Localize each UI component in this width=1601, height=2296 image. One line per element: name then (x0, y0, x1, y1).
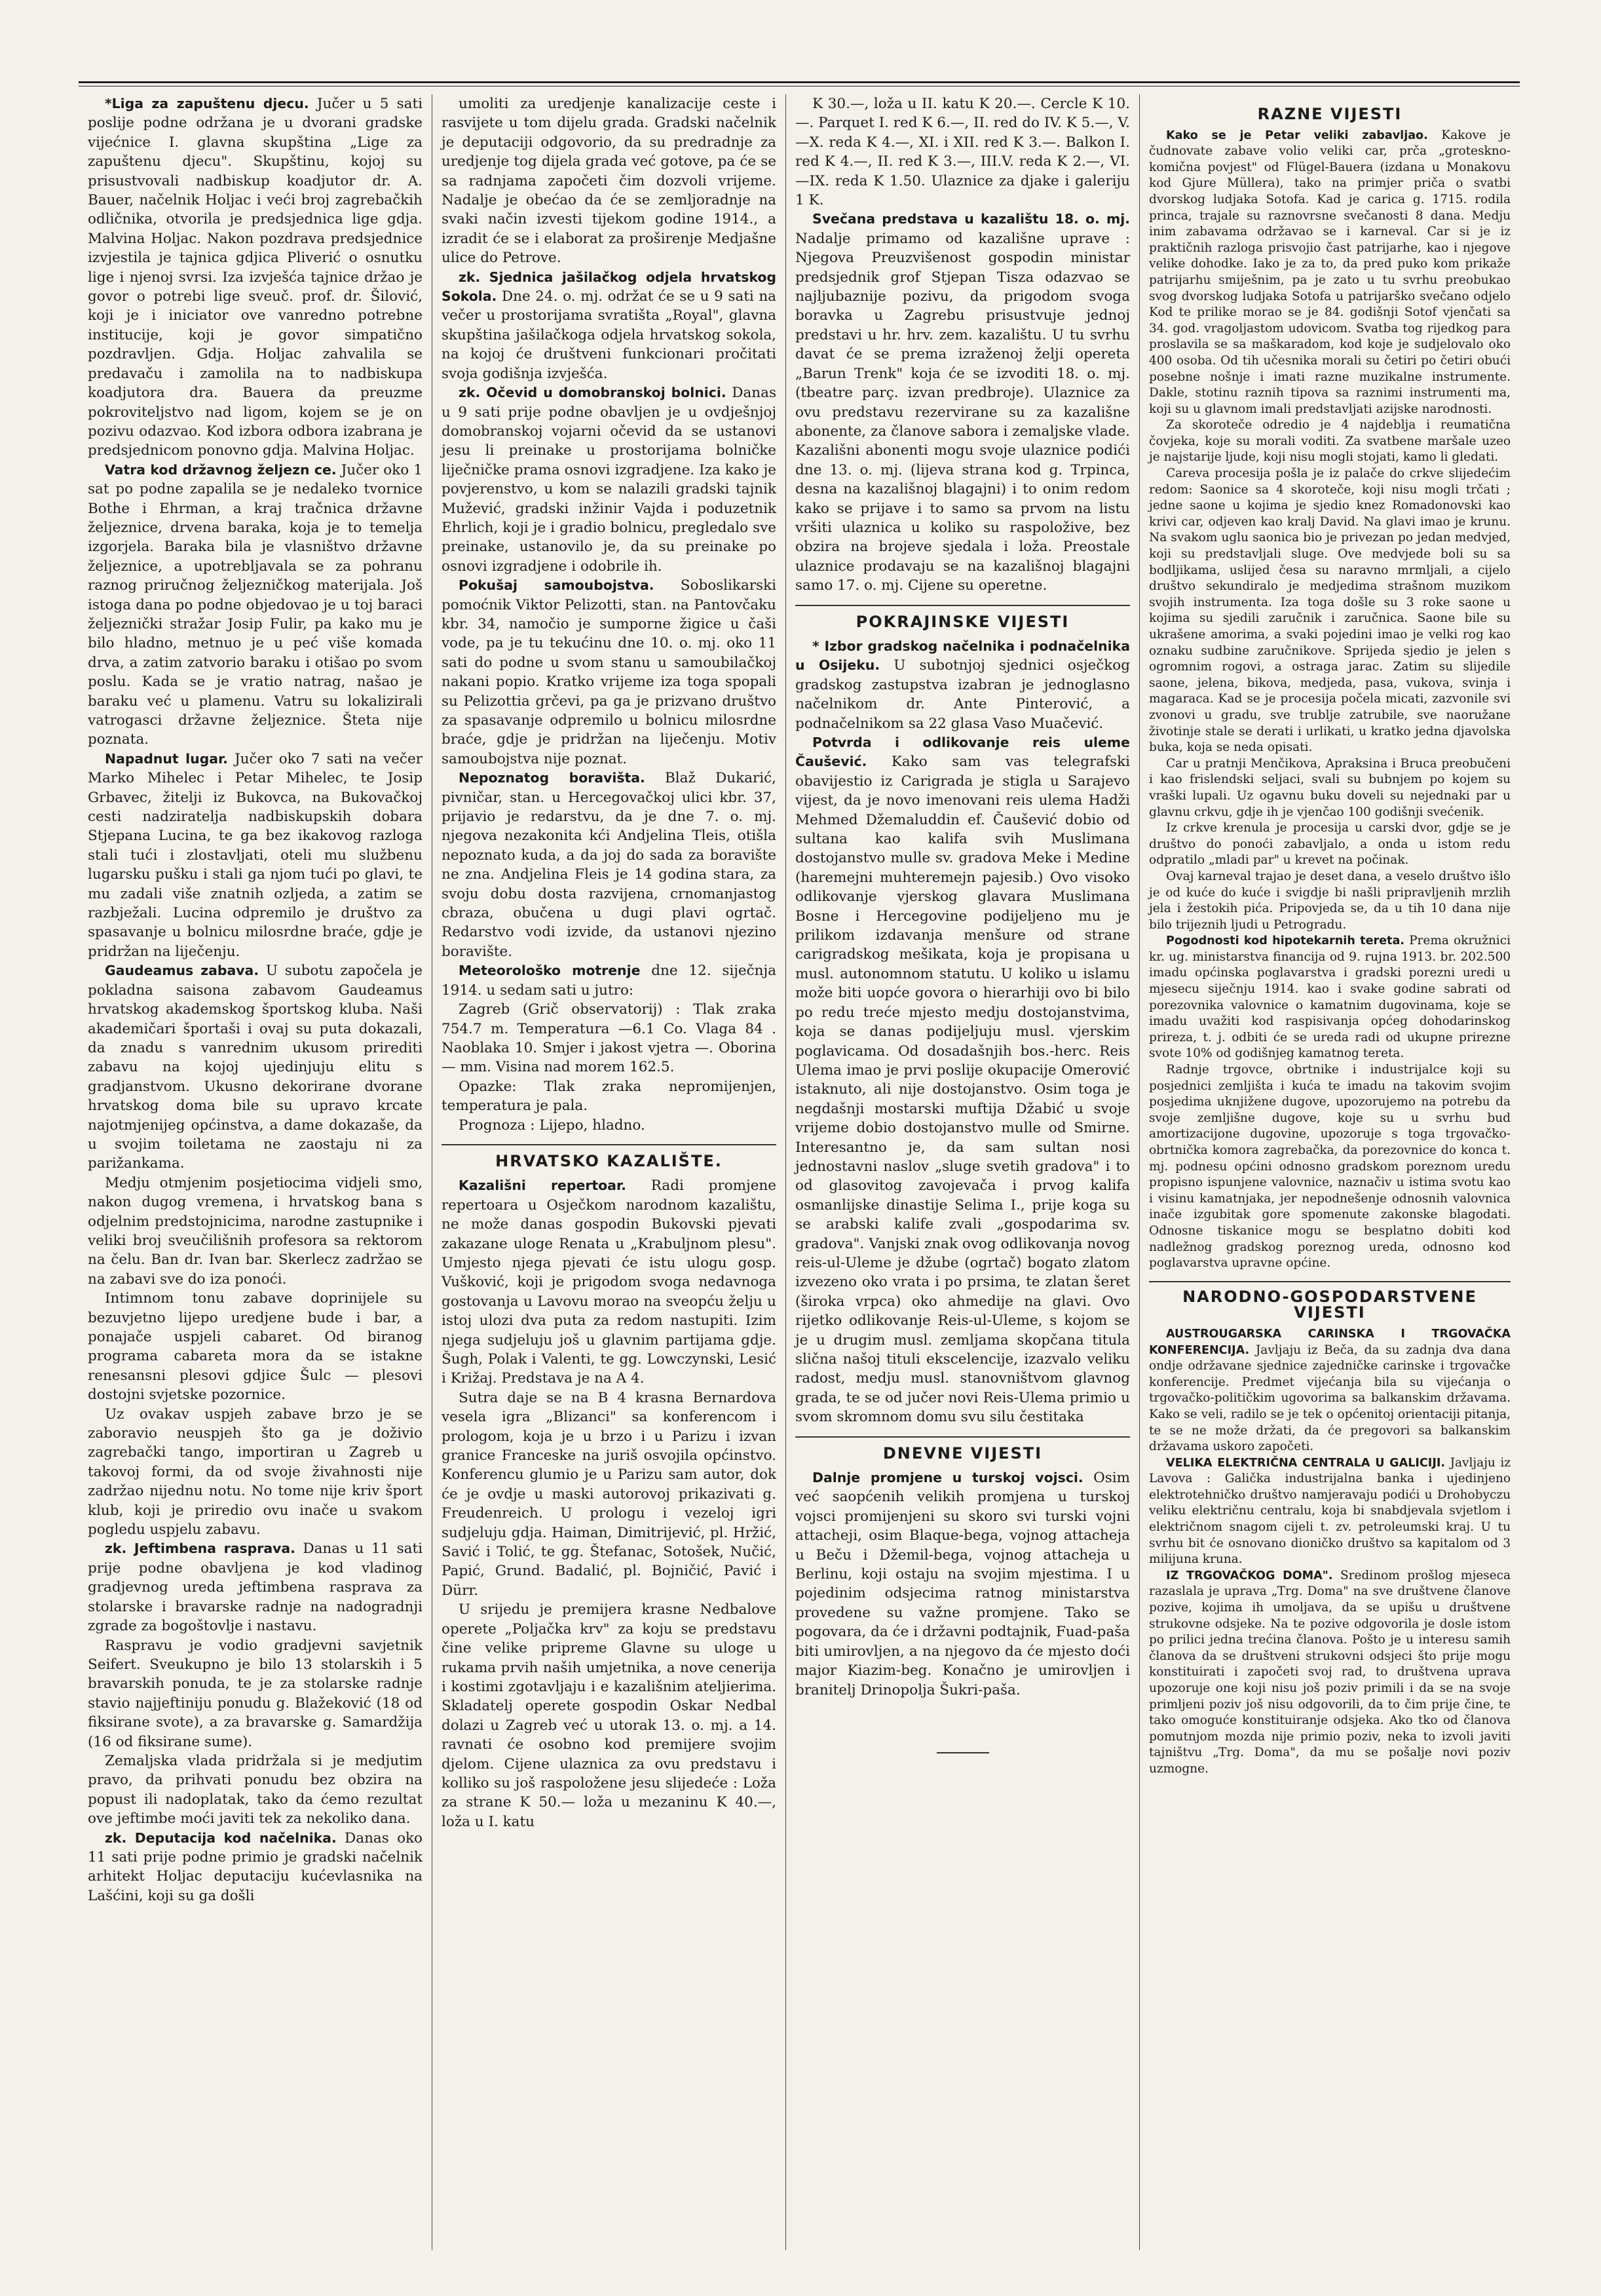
article-paragraph (1149, 820, 1511, 869)
article-body: K 30.—, loža u II. katu K 20.—. Cercle K 10.—. Parquet I. red K 6.—, II. red do IV. K 5.—, V.—X. reda K 4.—, XI. i XII. red K 3.—. Balkon I. red K 4.—, II. red K 3.—, III.V. reda K 2.—, VI.—IX. reda K 1.50. Ulaznice za djake i galeriju 1 K. (795, 96, 1130, 209)
article-body: Jučer oko 7 sati na večer Marko Mihelec i Petar Mihelec, te Josip Grbavec, žitelji iz Bukovca, na Bukovačkoj cesti nadziratelja nadbiskupskih dobara Stjepana Lucina, te ga bez ikakovog razloga stali tući i zlostavljati, oteli mu službenu lugarsku pušku i stali ga njom tući po glavi, te mu zadali više znatnih ozljeda, a zatim se razbježali. Lucina odpremilo je društvo za spasavanje u bolnicu milosrdne braće, gdje je pridržan na liječenju. (88, 750, 423, 960)
article-paragraph (442, 576, 776, 769)
article-body: Javljaju iz Lavova : Galička industrijalna banka i ujedinjeno elektrotehničko društvo namjeravaju podići u Drohobyczu veliku električnu centralu, koja bi snabdjevala svjetlom i električnom snagom cijeli t. zv. petroleumski kraj. U tu svrhu bit će osnovano dioničko društvo sa kapitalom od 3 milijuna kruna. (1149, 1455, 1511, 1567)
article-body: Jučer u 5 sati poslije podne održana je u dvorani gradske vijećnice I. glavna skupština „Lige za zapuštenu djecu". Skupštinu, kojoj su prisustvovali nadbiskup koadjutor dr. A. Bauer, načelnik Holjac i veći broj zagrebačkih odličnika, otvorila je predsjednica lige gdja. Malvina Holjac. Nakon pozdrava predsjednice izvjestila je tajnica gdjica Pliverić o osnutku lige i njenoj svrsi. Iza izvješća tajnice držao je govor o potrebi lige sveuč. prof. dr. Šilović, koji je i iniciator ove vanredno potrebne institucije, koji je govor simpatično pozdravljen. Gdja. Holjac zahvalila se predavaču i zamolila na to nadbiskupa koadjutora dra. Bauera da preuzme pokroviteljstvo nad ligom, kojem se je on pozivu odazvao. Kod izbora odbora izabrana je predsjednicom ponovno gdja. Malvina Holjac. (88, 96, 423, 459)
article-paragraph (442, 383, 776, 576)
article-paragraph (88, 1405, 423, 1540)
article-paragraph (1149, 1568, 1511, 1778)
article-headline: Meteorološko motrenje (459, 963, 641, 979)
article-body: Opazke: Tlak zraka nepromijenjen, temperatura je pala. (442, 1078, 776, 1115)
article-body: Sredinom prošlog mjeseca razaslala je uprava „Trg. Doma" na sve društvene članove pozive, kojima ih umoljava, da se upišu u društvene strukovne odsjeke. Na te pozive odgovorila je dosle istom po prilici jedna trećina članova. Pošto je u interesu samih članova da se društveni strukovni odsjeci što prije mogu konstituirati i započeti svoj rad, to društvena uprava upozoruje one koji nisu još poziv primili i da se na svoje primljeni poziv još nisu odgovorili, da to čim prije čine, te tako omoguće konstituiranje odsjeka. Ako tko od članova pomutnjom mozda nije primio poziv, neka to izvoli javiti tajništvu „Trg. Doma", da mu se pošalje novi poziv uzmogne. (1149, 1568, 1511, 1776)
article-paragraph (795, 1468, 1130, 1700)
article-paragraph (1149, 128, 1511, 418)
article-body: U subotu započela je pokladna saisona zabavom Gaudeamus hrvatskog akademskog športskog kluba. Naši akademičari športaši i ovaj su puta dokazali, da znadu s vanrednim ukusom prirediti zabavu na kojoj ujedinjuju elitu s gradjanstvom. Ukusno dekorirane dvorane hrvatskog doma bile su upravo krcate najotmjenijeg općinstva, a dame dokazaše, da u svojim toiletama ne zaostaju ni za parižankama. (88, 963, 423, 1172)
article-headline: *Liga za zapuštenu djecu. (105, 96, 309, 111)
article-paragraph (1149, 466, 1511, 756)
article-body: Radnje trgovce, obrtnike i industrijalce koji su posjednici zemljišta i kuća te imadu na takovim svojim posjedima uknjižene dugove, upozorujemo na potrebu da svoje zemljišne dugove, koje su u svrhu bud amortizacijone dugovine, upozoruje s toga trgovačko-obrtnička komora zagrebačka, da porezovnice do konca t. mj. podnesu općini odnosno gradskom poreznom uredu propisno ispunjene valovnice, naznačiv u istima svotu kao i visinu kamatnjaka, jer nepodnešenje odnosnih valovnica inače izgubitak gore spomenute zakonske blagodati. Odnosne tiskanice mogu se besplatno dobiti kod nadležnog gradskog poreznog ureda, odnosno kod poglavarstva upravne općine. (1149, 1063, 1511, 1271)
article-headline: VELIKA ELEKTRIČNA CENTRALA U GALICIJI. (1166, 1456, 1446, 1470)
article-body: Careva procesija pošla je iz palače do crkve slijedećim redom: Saonice sa 4 skorotečе, koji nisu mogli trčati ; jedne saone u kojima je sjedio knez Romadonovski kao krivi car, odjeven kao kralj David. Na glavi imao je krunu. Na svakom uglu saonica bio je privezan po jedan medvjed, koji su predstavljali sluge. Ove medvjede boli su sa bodljikama, uslijed česa su naravno mrmljali, a cijelo društvo sekundiralo je medjedima strašnom muzikom svojih instrumenta. Iza toga došle su 3 roke saone u kojima su sjedili zaručnik i zaručnica. Saone bile su ukrašene amorima, a svaki pojedini imao je velki rog kao oznaku sudbine zaručnikove. Sprijeda sjedio je jelen s ogromnim rogovi, a ostraga jarac. Zatim su slijedile saone, jelena, bikova, medjeda, pasa, vukova, svinja i magaraca. Kad se je procesija počela micati, zazvonile svi zvonovi u gradu, sve trublje zatrubile, sve naoružane životinje stale se derati i urlikati, u kratko jedna djavolska buka, koja se neda opisati. (1149, 467, 1511, 755)
article-paragraph (442, 268, 776, 383)
article-paragraph (88, 750, 423, 961)
section-title: RAZNE VIJESTI (1257, 105, 1403, 123)
article-paragraph (442, 1176, 776, 1388)
article-paragraph (1149, 869, 1511, 933)
article-headline: zk. Deputacija kod načelnika. (105, 1829, 337, 1846)
article-body: Jučer oko 1 sat po podne zapalila se je nedaleko tvornice Bothe i Ehrman, a kraj tračnica državne željeznice, drvena baraka, koja je to temelja izgorjela. Baraka bila je vlasništvo državne željeznice, a upotrebljavala se za pohranu raznog priručnog željezničkog materijala. Još istoga dana po podne objedovao je u toj baraci željeznički stražar Josip Fulir, pa kako mu je bilo hladno, metnuo je u peć više komada drva, a zatim zatvorio baraku i otišao po svom poslu. Kada se je vratio natrag, našao je baraku već u plamenu. Vatru su lokalizirali vatrogasci državne željeznice. Šteta nije poznata. (88, 461, 423, 748)
article-paragraph (1149, 1326, 1511, 1455)
article-paragraph (795, 733, 1130, 1427)
article-headline: Potvrda i odlikovanje reis uleme Čaušević. (795, 735, 1130, 770)
article-paragraph (1149, 756, 1511, 820)
article-paragraph (88, 1751, 423, 1829)
article-paragraph (442, 1000, 776, 1077)
section-title: DNEVNE VIJESTI (795, 1436, 1130, 1463)
article-body: dne 12. siječnja 1914. u sedam sati u jutro: (442, 963, 776, 999)
column-3 (786, 94, 1140, 2250)
newspaper-page (79, 72, 1520, 2254)
article-body: Medju otmjenim posjetiocima vidjeli smo, nakon dugog vremena, i hrvatskog bana s odjelnim predstojnicima, narodne zastupnike i veliki broj sveučilišnih profesora sa rektorom na čelu. Ban dr. Ivan bar. Skerlecz zadržao se na zabavi sve do iza ponoći. (88, 1174, 423, 1288)
article-headline: Kazališni repertoar. (459, 1177, 626, 1194)
article-body: Dne 24. o. mj. održat će se u 9 sati na večer u prostorijama svratišta „Royal", glavna skupština jašilačkoga odjela hrvatskog sokola, na kojoj će društveni funkcionari pročitati svoja godišnja izvješća. (442, 288, 776, 382)
article-headline: zk. Očevid u domobranskoj bolnici. (459, 385, 726, 401)
article-headline: Pogodnosti kod hipotekarnih tereta. (1166, 934, 1404, 948)
article-body: Kako sam vas telegrafski obavijestio iz Carigrada je stigla u Sarajevo vijest, da je novo imenovani reis ulema Hadži Mehmed Džemaluddin ef. Čaušević dobio od sultana kao kalifa svih Muslimana dostojanstvo mulle sv. gradova Meke i Medine (haremejni muhteremejn pajesib.) Ovo visoko odlikovanje vjerskog glavara Muslimana Bosne i Hercegovine podijeljeno mu je prilikom izdavanja menšure od strane carigradskog mešikata, koja je propisana u musl. autonomnom statutu. U koliko u islamu može biti uopće govora o hierarhiji ovo bi bilo po redu treće mjesto medju dostojanstvima, koja se danas podijeljuju musl. vjerskim poglavicama. Od dosadašnjih bos.-herc. Reis Ulema imao je prvi poslije okupacije Omerović istaknuto, ali nije dostojanstvo. Osim toga je negdašnji mostarski muftija Džabić u svoje vrijeme dobio dostojanstvo mulle od Smirne. Interesantno je, da sam sultan nosi jednostavni naslov „sluge svetih gradova" i to od glasovitog zavojevača i prvog kalifa osmanlijske dinastije Selima I., prije koga su se arabski kalife zvali „gospodarima sv. gradova". Vanjski znak ovog odlikovanja novog reis-ul-Uleme je džube (ogrtač) bogato zlatom izvezeno oko vrata i po prsima, te zlatan šeret (široka vrpca) oko ahmedije na glavi. Ovo rijetko odlikovanje Reis-ul-Uleme, s kojom se je u drugim musl. zemljama skopčana titula slična našoj tituli ekscelencije, izazvalo veliku radost, medju musl. stanovništvom glavnog grada, te se od jučer novi Reis-Ulema primio u svom skromnom domu svu silu čestitaka (795, 754, 1130, 1426)
column-4 (1140, 94, 1520, 2250)
article-body: Osim već saopćenih velikih promjena u turskoj vojsci promijenjeni su skoro svi turski vojni attacheji, osim Blaque-bega, vojnog attacheja u Beču i Džemil-bega, vojnog attacheja u Berlinu, koji ostaju na svojim mjestima. I u pojedinim odsjecima ratnog ministarstva provedene su važne promjene. Tako se pogovara, da će i državni podtajnik, Fuad-paša biti umirovljen, a na njegovo da će mjesto doći major Kiazim-beg. Konačno je umirovljen i branitelj Drinopolja Šukri-paša. (795, 1470, 1130, 1698)
column-1 (79, 94, 432, 2250)
article-paragraph (1149, 417, 1511, 466)
article-body: Za skorotečе odredio je 4 najdeblja i reumatična čovjeka, koje su morali voditi. Za svatbene maršale uzeo je najstarije ljude, koji nisu mogli stojati, kamo li gledati. (1149, 418, 1511, 465)
section-title: POKRAJINSKE VIJESTI (795, 605, 1130, 632)
article-paragraph (442, 1077, 776, 1116)
article-body: Intimnom tonu zabave doprinijele su bezuvjetno lijepo uredjene bude i bar, a ponajače uspjeli cabaret. Od biranog programa cabareta mora da se istakne renesansni plesovi gdjice Šulc — plesovi dostojni svjetske pozornice. (88, 1290, 423, 1404)
article-body: Danas oko 11 sati prije podne primio je gradski načelnik arhitekt Holjac deputaciju kućevlasnika na Lašćini, koji su ga došli (88, 1829, 423, 1904)
article-paragraph (88, 94, 423, 461)
article-body: Raspravu je vodio gradjevni savjetnik Seifert. Sveukupno je bilo 13 stolarskih i 5 bravarskih ponuda, te je za stolarske radnje stavio najjeftiniju ponudu g. Blažeković (18 od fiksirane svote), a za bravarske g. Samardžija (16 od fiksirane sume). (88, 1637, 423, 1750)
article-body: Nadalje primamo od kazališne uprave : Njegova Preuzvišenost gospodin ministar predsjednik grof Stjepan Tisza odazvao se najljubaznije pozivu, da prigodom svoga boravka u Zagrebu prisustvuje jednoj predstavi u hr. hrv. zem. kazalištu. U tu svrhu davat će se prema izraženoj želji opereta „Barun Trenk" koja će se izvoditi 18. o. mj. (tbeatre parç. izvan predbroje). Ulaznice za ovu predstavu rezervirane su za kazališne abonente, za članove sabora i zemaljske vlade. Kazališni abonenti mogu svoje ulaznice podići dne 13. o. mj. (lijeva strana kod g. Trpinca, desna na kazališnoj blagajni) i to onim redom kako se prijave i to samo sa prvom na listu vršiti ulaznica u koliko su raspoložive, bez obzira na brojeve sjedala i loža. Preostale ulaznice prodavaju se na kazališnoj blagajni samo 17. o. mj. Cijene su operetne. (795, 230, 1130, 594)
article-paragraph (442, 769, 776, 961)
article-headline: AUSTROUGARSKA CARINSKA I TRGOVAČKA KONFERENCIJA. (1149, 1327, 1511, 1357)
article-body: Prognoza : Lijepo, hladno. (459, 1117, 645, 1134)
column-end-rule (937, 1752, 989, 1753)
article-headline: Dalnje promjene u turskoj vojsci. (812, 1470, 1083, 1486)
article-paragraph (88, 961, 423, 1173)
article-body: Iz crkve krenula je procesija u carski dvor, gdje se je društvo do ponoći zabavljalo, a onda u istom redu odpratilo „mladi par" u krevet na počinak. (1149, 821, 1511, 868)
article-paragraph (442, 94, 776, 268)
article-paragraph (442, 1116, 776, 1135)
article-body: Car u pratnji Menčikova, Apraksina i Bruca preobučeni i kao frislendski seljaci, svali su bubnjem po kojem su vraški lupali. Uz ogavnu buku doveli su nejednaki par u glavnu crkvu, gdje ih je vjenčao 100 godišnji svećenik. (1149, 756, 1511, 819)
article-body: Sutra daje se na B 4 krasna Bernardova vesela igra „Blizanci" sa konferencom i prologom, koja je u brzo i u Parizu i izvan granice Franceske na juriš osvojila općinstvo. Konferencu glumio je u Parizu sam autor, dok će je ovdje u maski autorovoj prikazivati g. Freudenreich. U prologu i vezeloj igri sudjeluju gdja. Haiman, Dimitrijević, pl. Hržić, Savić i Tolić, te gg. Štefanac, Sotošek, Nučić, Papić, Grund. Badalić, pl. Bojničić, Pavić i Dürr. (442, 1389, 776, 1599)
section-title: NARODNO-GOSPODARSTVENE VIJESTI (1149, 1281, 1511, 1321)
article-body: Zagreb (Grič observatorij) : Tlak zraka 754.7 m. Temperatura —6.1 Co. Vlaga 84 . Naoblaka 10. Smjer i jakost vjetra —. Oborina — mm. Visina nad morem 162.5. (442, 1001, 776, 1076)
article-headline: * Izbor gradskog načelnika i podnačelnika u Osijeku. (795, 638, 1130, 674)
article-paragraph (88, 1289, 423, 1404)
column-2 (432, 94, 786, 2250)
article-body: Javljaju iz Beča, da su zadnja dva dana ondje održavane sjednice zajedničke carinske i trgovačke konferencije. Predmet vijećanja bila su vijećanja o trgovačko-političkim ugovorima sa balkanskim državama. Kako se veli, radilo se je tek o općenitoj orientaciji pitanja, te se ne može držati, da će pregovori sa balkanskim državama uskoro započeti. (1149, 1343, 1511, 1454)
article-body: Blaž Dukarić, pivničar, stan. u Hercegovačkoj ulici kbr. 37, prijavio je redarstvu, da je dne 7. o. mj. njegova nezakonita kći Andjelina Tleis, otišla nepoznato kuda, a da joj do sada za boravište ne zna. Andjelina Fleis je 14 godina stara, za svoju dobu dosta razvijena, crnomanjastog cbraza, obučena u dugi plavi ogrtač. Redarstvo vodi izvide, da ustanovi njezino boravište. (442, 770, 776, 960)
masthead-rule (79, 81, 1520, 86)
article-paragraph (1149, 933, 1511, 1062)
article-body: Prema okružnici kr. ug. ministarstva financija od 9. rujna 1913. br. 202.500 imadu općinska poglavarstva i gradski porezni uredi u mjesecu siječnju 1914. kao i svake godine sabrati od porezovnika valovnice o kamatnim dugovinama, koje se imadu uvažiti kod raspisivanja općeg dohodarinskog prireza, t. j. odbiti će se ureda radi od ukupne prirezne svote 10% od godišnjeg kamatnog tereta. (1149, 934, 1511, 1061)
article-paragraph (442, 961, 776, 1000)
article-body: Soboslikarski pomoćnik Viktor Pelizotti, stan. na Pantovčaku kbr. 34, namočio je sumporne žigice u čaši vode, pa je tu tekućinu dne 10. o. mj. oko 11 sati do podne u svom stanu u samoubilačkoj nakani popio. Kratko vrijeme iza toga spopali su Pelizottia grčevi, pa ga je prizvano društvo za spasavanje odpremilo u bolnicu milosrdne braće, gdje je pridržan na liječenju. Motiv samoubojstva nije poznat. (442, 577, 776, 767)
article-paragraph (1149, 1455, 1511, 1568)
article-headline: Nepoznatog boravišta. (459, 770, 645, 786)
article-paragraph (795, 210, 1130, 595)
article-paragraph (88, 1636, 423, 1751)
article-body: U srijedu je premijera krasne Nedbalove operete „Poljačka krv" za koju se predstavu čine velike pripreme Glavne su uloge u rukama prvih naših umjetnika, a nove cenerija i kostimi zgotavljaju i e kazališnim ateljierima. Skladatelj operete gospodin Oskar Nedbal dolazi u Zagreb već u utorak 13. o. mj. a 14. ravnati će osobno kod premijere svojim djelom. Cijene ulaznica za ovu predstavu i kolliko su još raspoložene jesu slijedeće : Loža za strane K 50.— loža u mezaninu K 40.—, loža u I. katu (442, 1601, 776, 1830)
article-body: Danas u 9 sati prije podne obavljen je u ovdješnjoj domobranskoj vojarni očevid da se ustanovi jesu li preinake u prostorijama bolničke liječničke prama osnovi izgradjene. Iza kako je povjerenstvo, u kom se nalazili gradski tajnik Mužević, gradski inžinir Vajda i poduzetnik Ehrlich, koji je i gradio bolnicu, pregledalo sve preinake, ustanovilo je, da su preinake po osnovi izgradjene i odobrile ih. (442, 385, 776, 575)
article-paragraph (88, 1829, 423, 1906)
article-paragraph (442, 1388, 776, 1600)
article-paragraph (88, 1539, 423, 1636)
article-headline: Pokušaj samoubojstva. (459, 577, 654, 594)
article-headline: Napadnut lugar. (105, 750, 228, 767)
article-body: Kakove je čudnovate zabave volio veliki car, prča „groteskno-komična povjest" od Flügel-Bauera (izdana u Monakovu kod Gjure Müllera), tako na primjer priča o svatbi dvorskog ludjaka Sotofa. Kad je carica g. 1715. rodila princa, trajale su raznovrsne svečanosti 8 dana. Medju inim zabavama održavao se i karneval. Car si je iz praktičnih razloga prisvojio čast patrijarhe, kao i njegove velike dohodke. Iako je za to, da pred puko kom prikaže patrijarhu smiješnim, pa je zato u tu svrhu preobukao svog dvorskog ludjaka Sotofa u patrijarško svečano odjelo Kod te prilike morao se je 84. godišnji Sotof vjenčati sa 34. god. vragoljastom udovicom. Svatba tog rijedkog para proslavila se sa maškaradom, kod koje je sudjelovalo oko 400 osoba. Od tih učesnika morali su četiri po četiri obući posebne nošnje i imati razne muzikalne instrumente. Dakle, stotinu raznih tipova sa raznimi instrumenti ma, koji su u glavnom imali predstavljati azijske narodnosti. (1149, 128, 1511, 416)
article-body: umoliti za uredjenje kanalizacije ceste i rasvijete u tom dijelu grada. Gradski načelnik je deputaciji odgovorio, da su predradnje za uredjenje tog dijela grada već gotove, pa će se sa radnjama započeti čim dozvoli vrijeme. Nadalje je obećao da će se zemljoradnje na svaki način izvesti tijekom godine 1914., a izradit će se i elaborat za proširenje Medjašne ulice do Petrove. (442, 96, 776, 267)
article-body: Danas u 11 sati prije podne obavljena je kod vladinog gradjevnog ureda jeftimbena rasprava za stolarske i bravarske radnje na nadogradnji zgrade za bogoštovlje i nastavu. (88, 1540, 423, 1635)
article-headline: Vatra kod državnog željezn ce. (105, 461, 337, 478)
article-headline: zk. Jeftimbena rasprava. (105, 1540, 295, 1557)
article-body: U subotnjoj sjednici osječkog gradskog zastupstva izabran je jednoglasno načelnikom dr. Ante Pinterović, a podnačelnikom sa 22 glasa Vaso Muačević. (795, 657, 1130, 732)
article-headline: Kako se je Petar veliki zabavljao. (1166, 128, 1428, 142)
article-headline: zk. Sjednica jašilačkog odjela hrvatskog Sokola. (442, 269, 776, 305)
article-paragraph (795, 94, 1130, 210)
article-paragraph (442, 1600, 776, 1831)
article-body: Zemaljska vlada pridržala si je medjutim pravo, da prihvati ponudu bez obzira na popust ili nadoplatak, tako da ćemo rezultat ove jeftimbe moći javiti tek za nekoliko dana. (88, 1752, 423, 1827)
article-body: Uz ovakav uspjeh zabave brzo je se zaboravio neuspjeh što ga je doživio zagrebački tango, importiran u Zagreb u takovoj formi, da od svoje živahnosti nije zadržao nijednu notu. No tome nije kriv šport klub, koji je priredio ovu inače u svakom pogledu uspjelu zabavu. (88, 1406, 423, 1539)
article-headline: IZ TRGOVAČKOG DOMA". (1166, 1569, 1333, 1582)
article-body: Radi promjene repertoara u Osječkom narodnom kazalištu, ne može danas gospodin Bukovski pjevati zakazane uloge Renata u „Krabuljnom plesu". Umjesto njega pjevati će istu ulogu gosp. Vušković, koji je prigodom svoga nedavnoga gostovanja u Lavovu morao na sveopću želju u istoj ulozi dva puta za redom nastupiti. Izim njega sudjeluju još u glavnim partijama gdje. Šugh, Polak i Valenti, te gg. Lowczynski, Lesić i Križaj. Predstava je na A 4. (442, 1177, 777, 1387)
columns-container (79, 94, 1520, 2250)
article-paragraph (1149, 1062, 1511, 1272)
article-body: Ovaj karneval trajao je deset dana, a veselo društvo išlo je od kuće do kuće i svigdje bi našli pripravljenih mrzlih jela i žestokih pića. Pripovjeda se, da u tih 10 dana nije bilo trijeznih ljudi u Petrogradu. (1149, 869, 1511, 932)
article-headline: Gaudeamus zabava. (105, 963, 259, 979)
article-paragraph (88, 461, 423, 750)
article-paragraph (795, 637, 1130, 733)
article-paragraph (88, 1174, 423, 1289)
section-title: HRVATSKO KAZALIŠTE. (442, 1144, 776, 1171)
article-headline: Svečana predstava u kazalištu 18. o. mj. (812, 211, 1130, 227)
